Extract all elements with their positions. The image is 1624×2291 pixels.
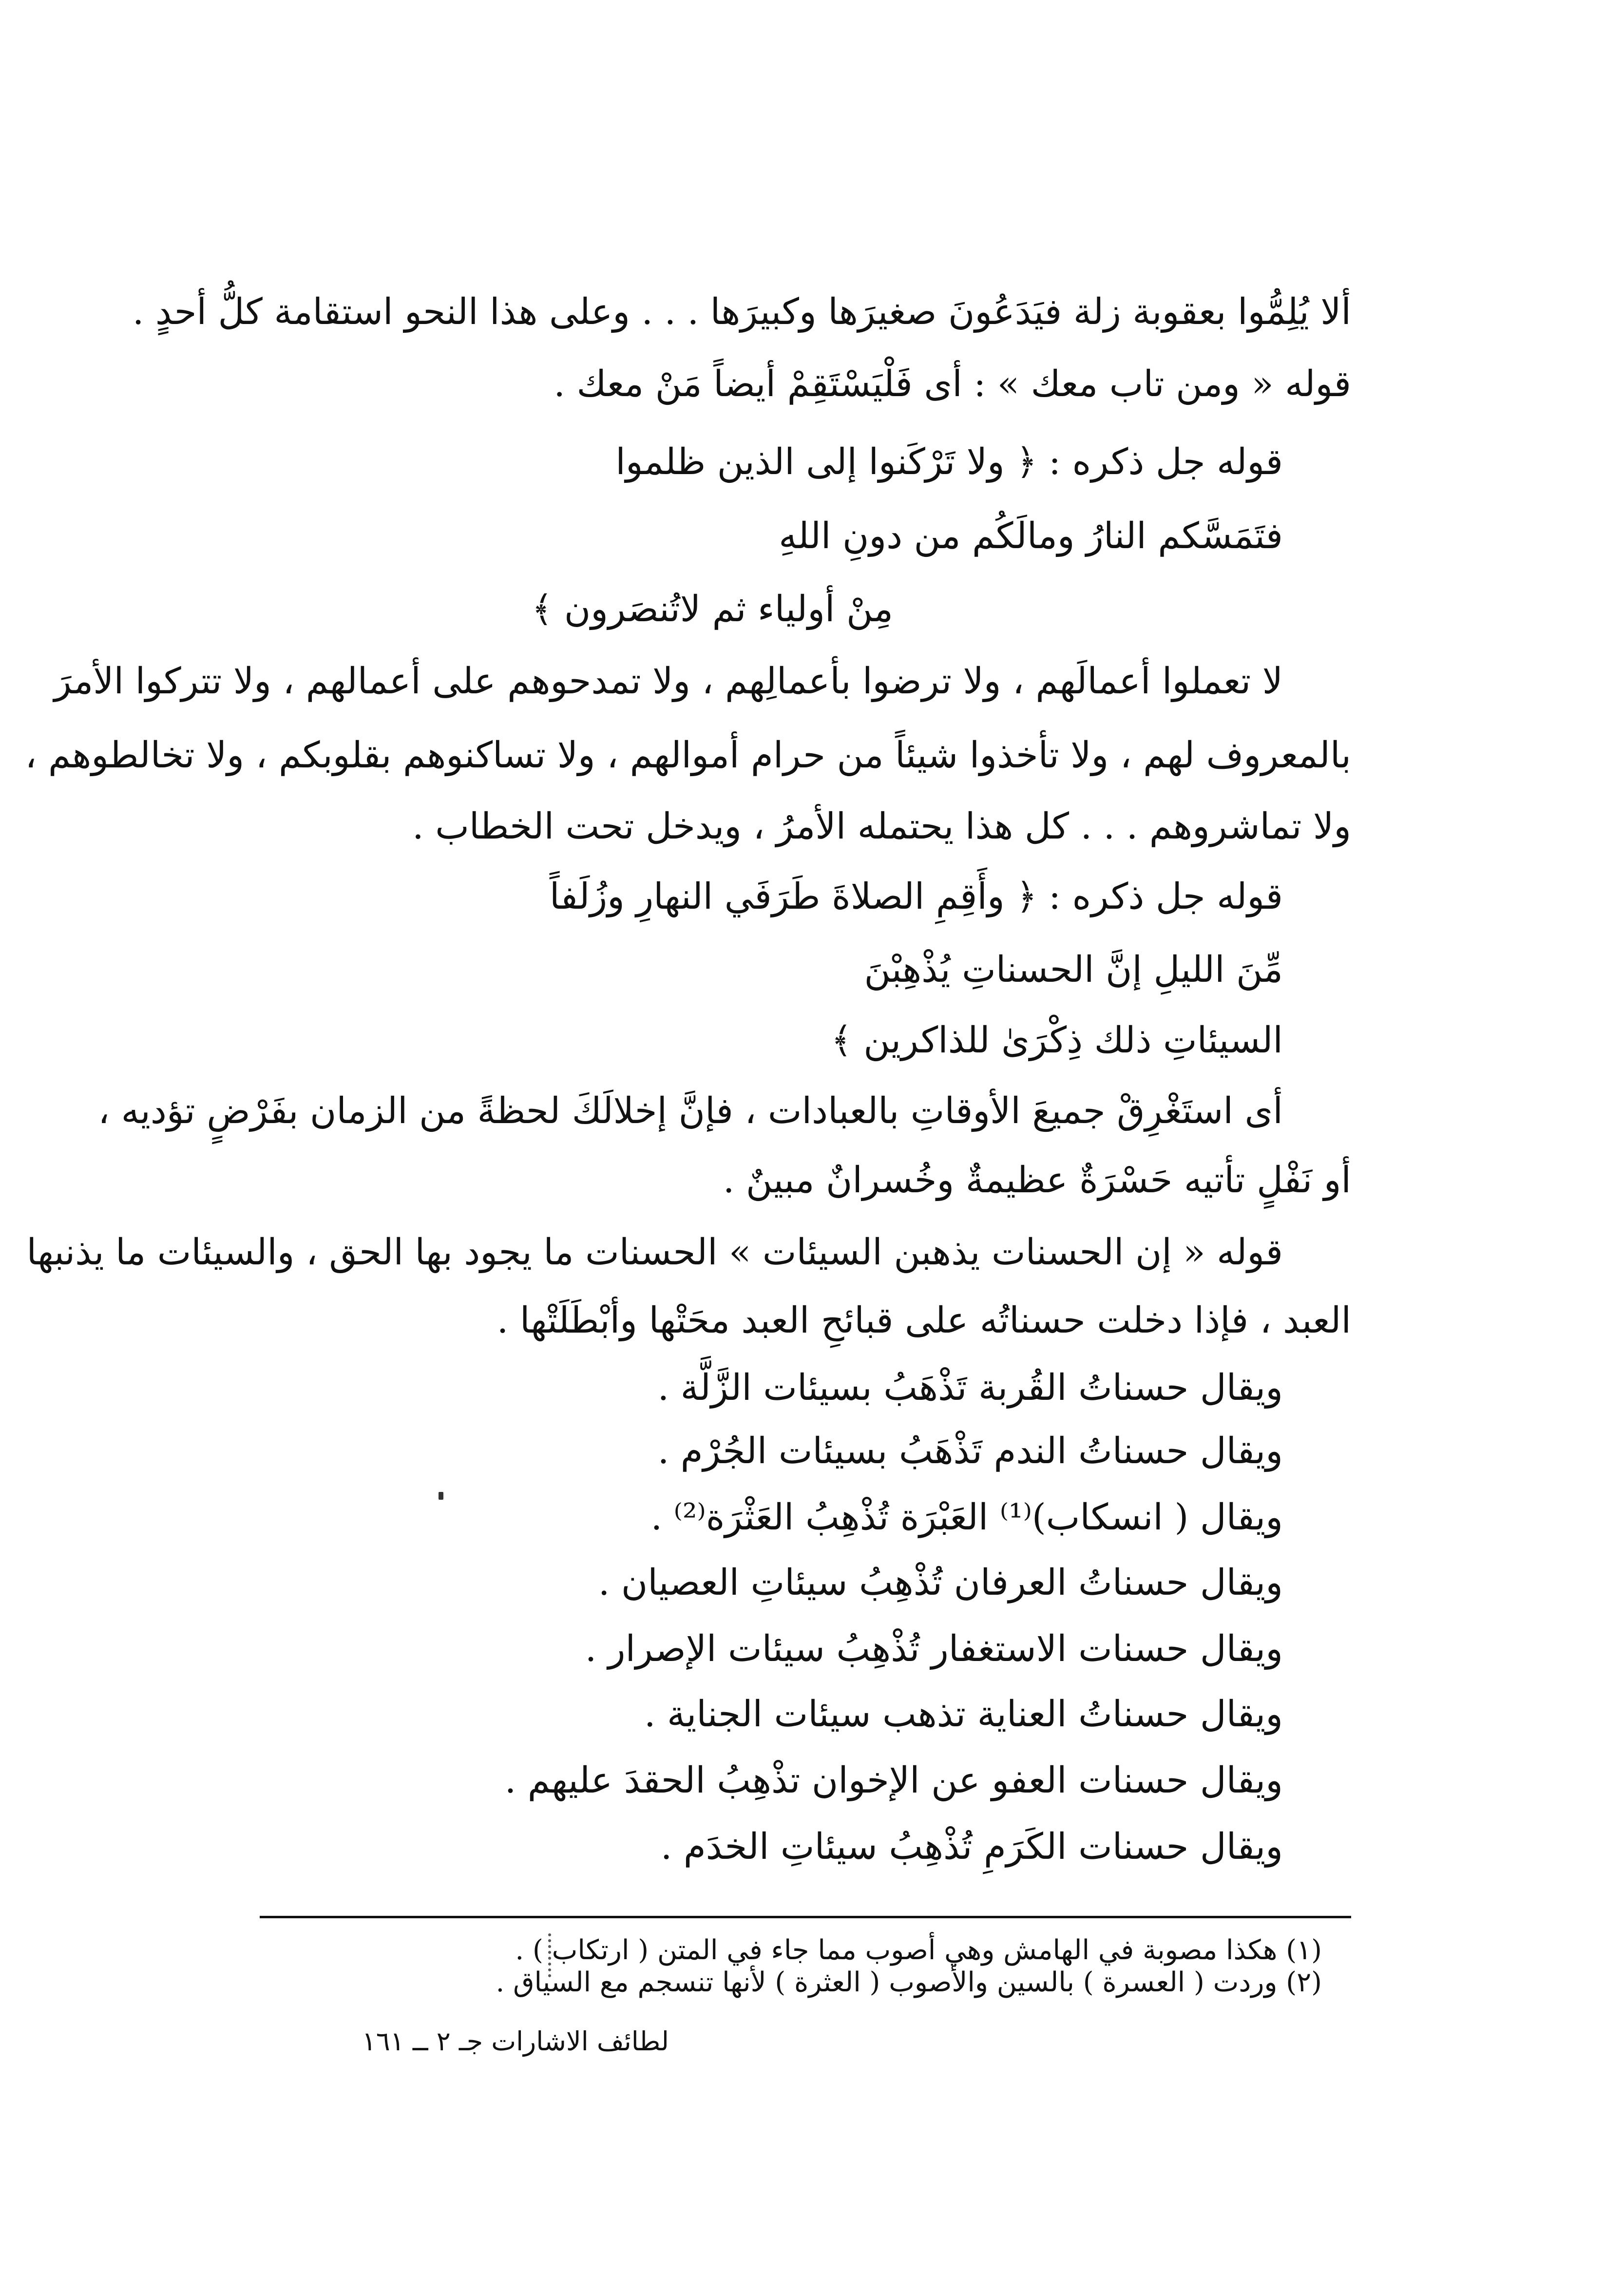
saying-line: ويقال حسناتُ العرفان تُذْهِبُ سيئاتِ العصيان . — [598, 1562, 1283, 1604]
page-footer: لطائف الاشارات جـ ٢ ــ ١٦١ — [362, 2026, 669, 2057]
saying-line: ويقال حسناتُ العناية تذهب سيئات الجناية . — [644, 1693, 1283, 1735]
saying-line: ويقال حسنات العفو عن الإخوان تذْهِبُ الحقدَ عليهم . — [504, 1759, 1283, 1801]
footnote: (٢) وردت ( العسرة ) بالسين والأصوب ( العثرة ) لأنها تنسجم مع السياق . — [496, 1966, 1322, 1998]
text-line: العبد ، فإذا دخلت حسناتُه على قبائحِ العبد محَتْها وأبْطَلَتْها . — [497, 1299, 1351, 1341]
quran-verse-line: فتَمَسَّكم النارُ ومالَكُم من دونِ اللهِ — [779, 515, 1283, 557]
text-line: ولا تماشروهم . . . كل هذا يحتمله الأمرُ ، ويدخل تحت الخطاب . — [412, 805, 1351, 847]
footnote-divider — [260, 1916, 1351, 1918]
text-line: قوله « إن الحسنات يذهبن السيئات » الحسنات ما يجود بها الحق ، والسيئات ما يذنبها — [26, 1231, 1283, 1273]
saying-line: ويقال حسنات الاستغفار تُذْهِبُ سيئات الإصرار . — [585, 1628, 1283, 1670]
text-line: لا تعملوا أعمالَهم ، ولا ترضوا بأعمالِهم ، ولا تمدحوهم على أعمالهم ، ولا تتركوا الأمرَ — [54, 660, 1283, 702]
text-line: أى استَغْرِقْ جميعَ الأوقاتِ بالعبادات ، فإنَّ إخلالَكَ لحظةً من الزمان بفَرْضٍ تؤديه ، — [98, 1090, 1283, 1132]
ink-speck — [439, 1492, 443, 1500]
text-line: بالمعروف لهم ، ولا تأخذوا شيئاً من حرام أموالهم ، ولا تساكنوهم بقلوبكم ، ولا تخالطوهم ، — [25, 734, 1351, 776]
quran-verse-line: مِنْ أولياء ثم لاتُنصَرون ﴾ — [532, 588, 893, 630]
saying-line: ويقال حسناتُ الندم تَذْهَبُ بسيئات الجُرْم . — [657, 1430, 1283, 1472]
saying-line: ويقال حسنات الكَرَمِ تُذْهِبُ سيئاتِ الخدَم . — [660, 1826, 1283, 1868]
quran-verse-line: قوله جل ذكره : ﴿ وأَقِمِ الصلاةَ طَرَفَي النهارِ وزُلَفاً — [549, 876, 1283, 917]
text-line: قوله « ومن تاب معك » : أى فَلْيَسْتَقِمْ أيضاً مَنْ معك . — [554, 363, 1351, 405]
quran-verse-line: قوله جل ذكره : ﴿ ولا تَرْكَنوا إلى الذين ظلموا — [615, 441, 1283, 483]
quran-verse-line: السيئاتِ ذلك ذِكْرَىٰ للذاكرين ﴾ — [831, 1019, 1283, 1061]
saying-line: ويقال ( انسكاب)⁽¹⁾ العَبْرَة تُذْهِبُ العَثْرَة⁽²⁾ . — [650, 1496, 1283, 1538]
saying-line: ويقال حسناتُ القُربة تَذْهَبُ بسيئات الزَّلَّة . — [657, 1367, 1283, 1409]
footnote: (١) هكذا مصوبة في الهامش وهي أصوب مما جاء في المتن ( ارتكاب ) . — [515, 1934, 1322, 1966]
text-line: ألا يُلِمُّوا بعقوبة زلة فيَدَعُونَ صغيرَها وكبيرَها . . . وعلى هذا النحو استقامة كلُّ أحدٍ . — [132, 291, 1351, 333]
margin-mark — [548, 1933, 555, 1977]
text-line: أو نَفْلٍ تأتيه حَسْرَةٌ عظيمةٌ وخُسرانٌ مبينٌ . — [723, 1159, 1351, 1201]
quran-verse-line: مِّنَ الليلِ إنَّ الحسناتِ يُذْهِبْنَ — [864, 949, 1283, 991]
